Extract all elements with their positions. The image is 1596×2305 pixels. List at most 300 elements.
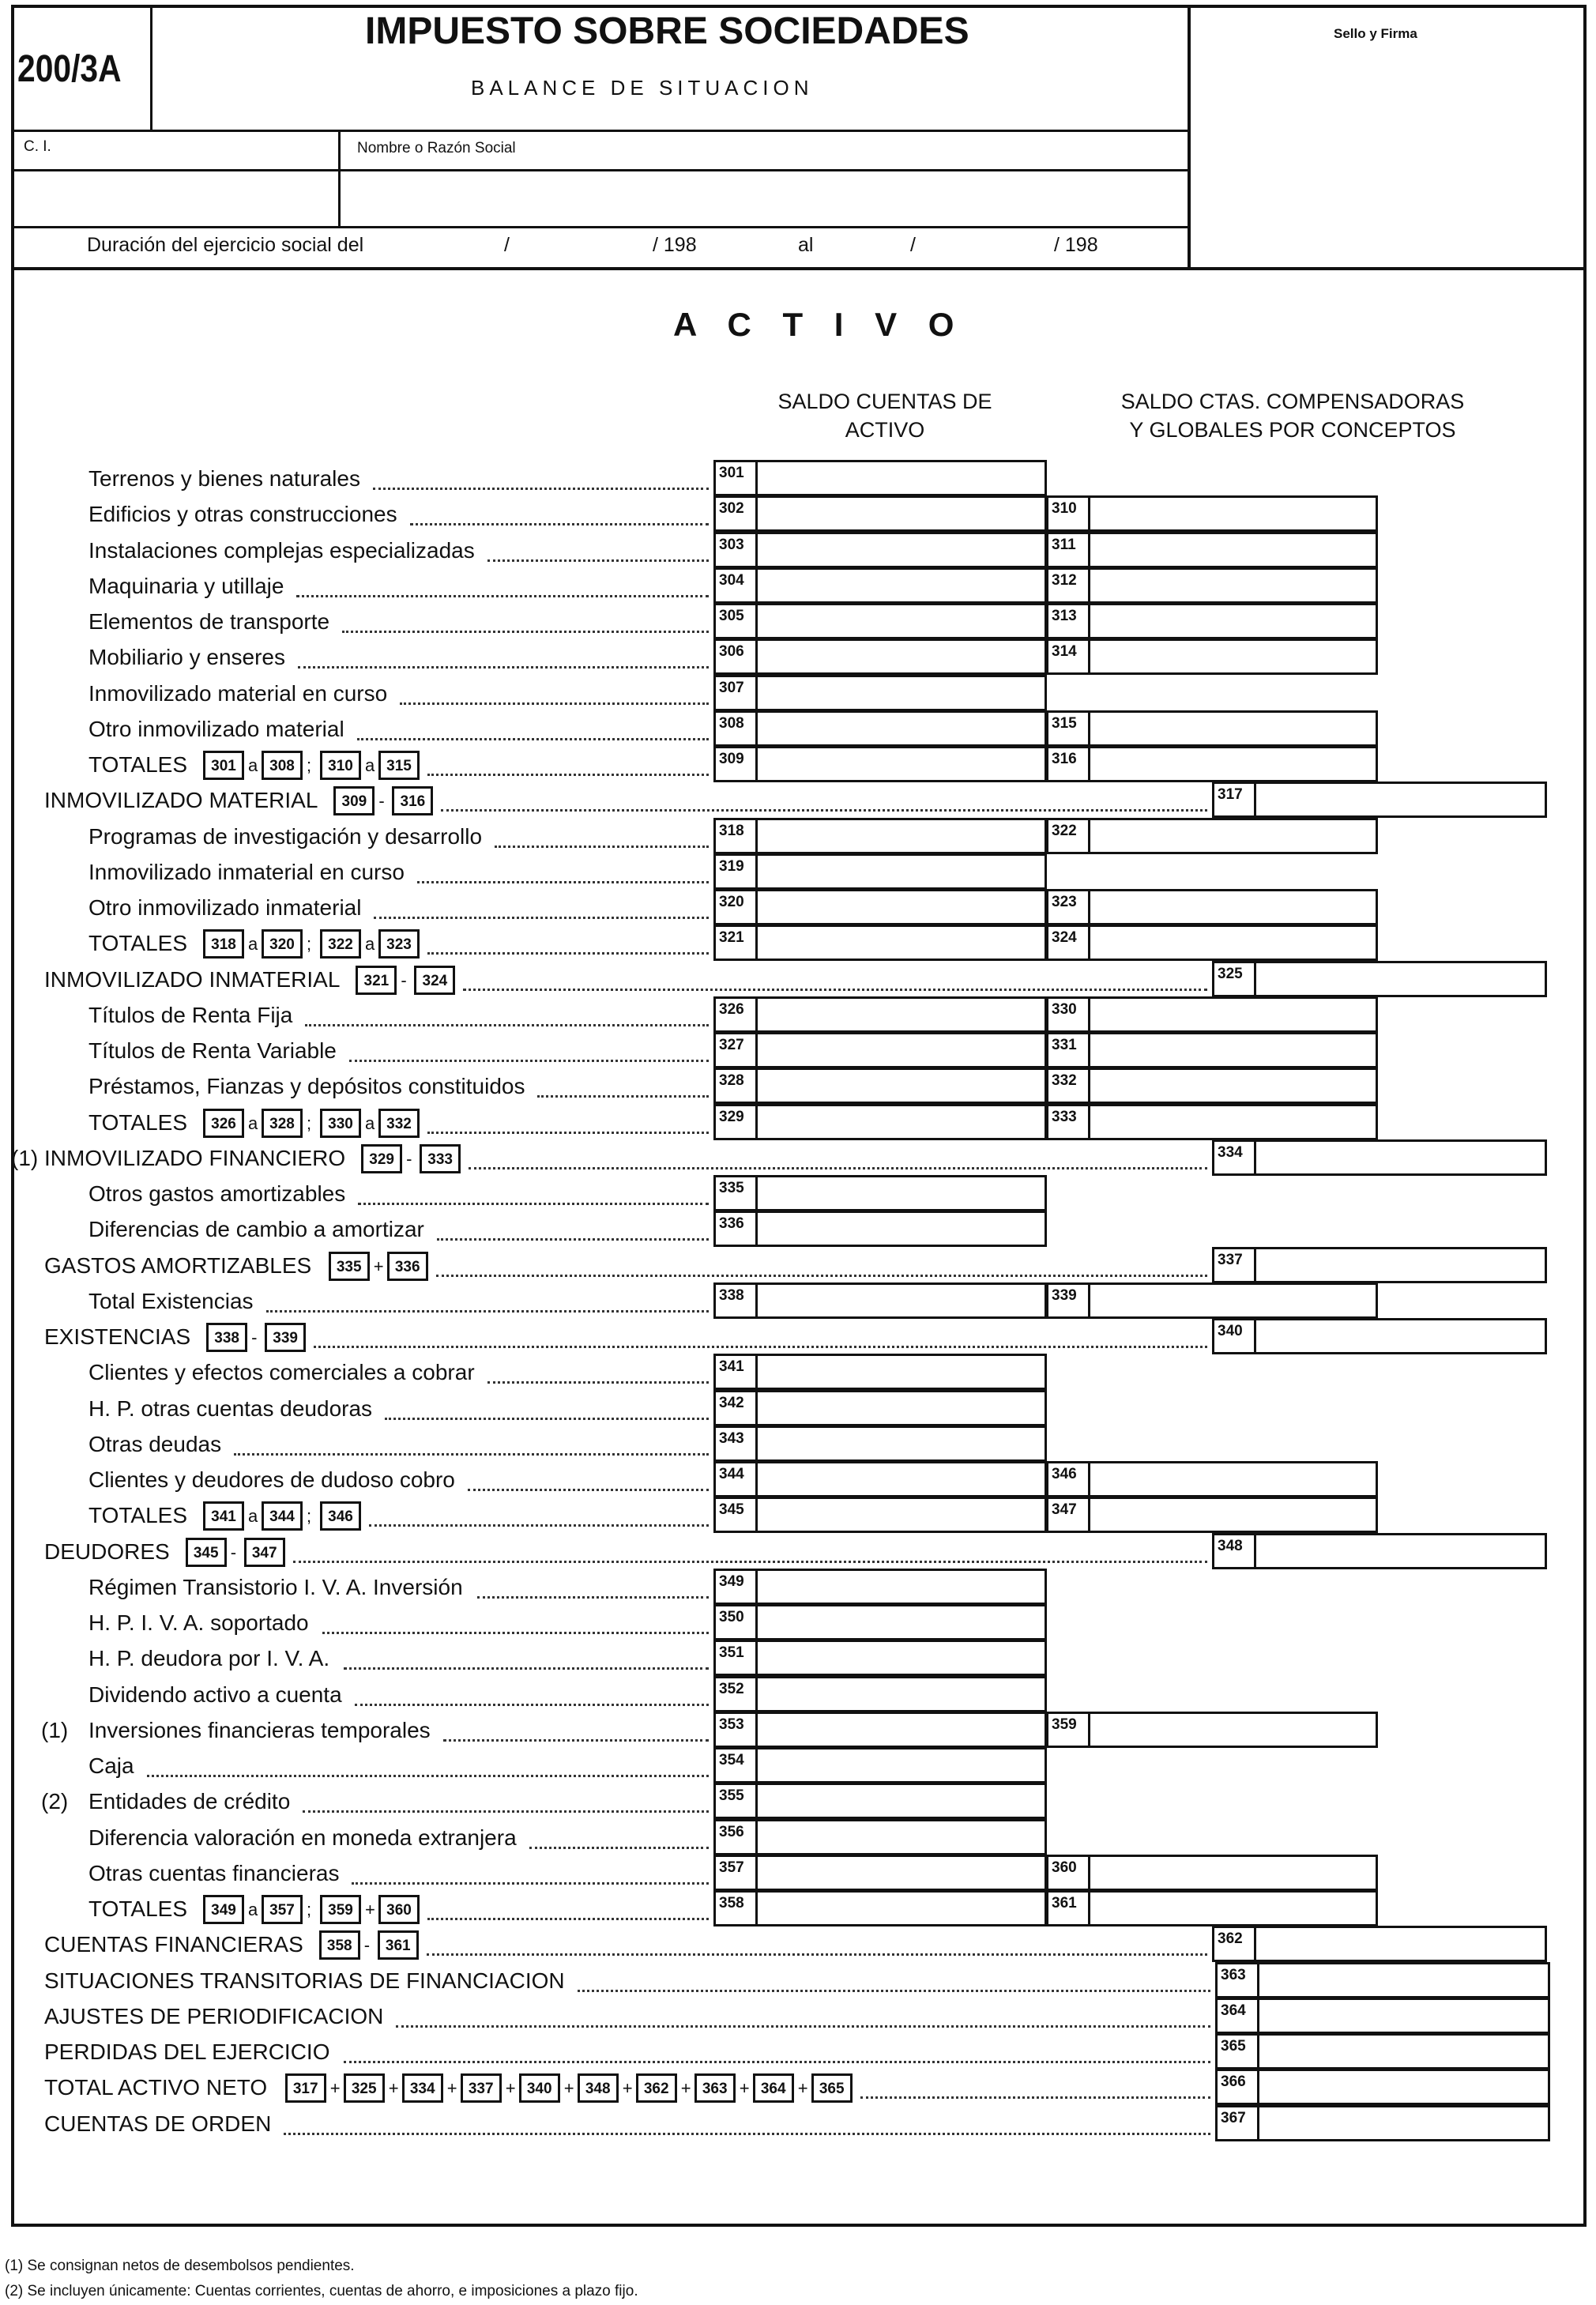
leader-dots bbox=[529, 1847, 709, 1849]
row-label: TOTALES bbox=[88, 752, 188, 777]
reference-operator: + bbox=[505, 2078, 516, 2098]
row-label: Diferencia valoración en moneda extranjera bbox=[88, 1825, 517, 1850]
row-label: INMOVILIZADO FINANCIERO bbox=[44, 1146, 346, 1170]
code-304: 304 bbox=[713, 567, 758, 604]
amount-field-333[interactable] bbox=[1088, 1104, 1378, 1140]
reference-box: 316 bbox=[392, 786, 433, 815]
name-field[interactable] bbox=[341, 171, 1188, 226]
reference-operator: + bbox=[563, 2078, 574, 2098]
code-355: 355 bbox=[713, 1783, 758, 1819]
row-label: CUENTAS FINANCIERAS bbox=[44, 1932, 303, 1957]
leader-dots bbox=[266, 1310, 709, 1313]
amount-field-331[interactable] bbox=[1088, 1032, 1378, 1068]
amount-field-323[interactable] bbox=[1088, 889, 1378, 925]
row-label: SITUACIONES TRANSITORIAS DE FINANCIACION bbox=[44, 1968, 565, 1993]
reference-operator: + bbox=[373, 1256, 384, 1276]
amount-field-365[interactable] bbox=[1257, 2033, 1550, 2070]
code-323: 323 bbox=[1046, 889, 1090, 925]
reference-operator: ; bbox=[307, 1113, 312, 1133]
code-357: 357 bbox=[713, 1855, 758, 1891]
reference-operator: + bbox=[680, 2078, 691, 2098]
leader-dots bbox=[477, 1596, 709, 1599]
amount-field-328[interactable] bbox=[755, 1068, 1047, 1104]
reference-box: 330 bbox=[320, 1109, 361, 1138]
code-332: 332 bbox=[1046, 1068, 1090, 1104]
amount-field-366[interactable] bbox=[1257, 2069, 1550, 2105]
leader-dots bbox=[427, 952, 709, 955]
leader-dots bbox=[147, 1775, 709, 1777]
row-label: INMOVILIZADO MATERIAL bbox=[44, 788, 318, 812]
amount-field-334[interactable] bbox=[1254, 1139, 1547, 1176]
amount-field-329[interactable] bbox=[755, 1104, 1047, 1140]
row-label: Instalaciones complejas especializadas bbox=[88, 538, 475, 563]
row-label: CUENTAS DE ORDEN bbox=[44, 2111, 272, 2136]
code-339: 339 bbox=[1046, 1282, 1090, 1319]
amount-field-307[interactable] bbox=[755, 675, 1047, 711]
reference-operator: ; bbox=[307, 934, 312, 954]
row-label: H. P. deudora por I. V. A. bbox=[88, 1646, 330, 1670]
code-322: 322 bbox=[1046, 818, 1090, 854]
reference-box: 315 bbox=[378, 751, 420, 780]
col-header-right-line-2: Y GLOBALES POR CONCEPTOS bbox=[1129, 418, 1456, 442]
amount-field-326[interactable] bbox=[755, 996, 1047, 1033]
amount-field-353[interactable] bbox=[755, 1712, 1047, 1748]
amount-field-360[interactable] bbox=[1088, 1855, 1378, 1891]
leader-dots bbox=[860, 2096, 1210, 2099]
code-361: 361 bbox=[1046, 1890, 1090, 1926]
reference-operator: a bbox=[248, 934, 258, 954]
row-label: GASTOS AMORTIZABLES bbox=[44, 1253, 312, 1278]
leader-dots bbox=[296, 595, 709, 597]
code-307: 307 bbox=[713, 675, 758, 711]
code-309: 309 bbox=[713, 746, 758, 782]
amount-field-338[interactable] bbox=[755, 1282, 1047, 1319]
code-312: 312 bbox=[1046, 567, 1090, 604]
amount-field-340[interactable] bbox=[1254, 1318, 1547, 1354]
leader-dots bbox=[437, 1238, 709, 1241]
reference-operator: - bbox=[406, 1149, 412, 1169]
col-header-right-line-1: SALDO CTAS. COMPENSADORAS bbox=[1120, 390, 1465, 413]
code-364: 364 bbox=[1215, 1998, 1259, 2034]
amount-field-359[interactable] bbox=[1088, 1712, 1378, 1748]
reference-operator: - bbox=[363, 1935, 371, 1955]
footnote-marker: (1) bbox=[11, 1146, 39, 1170]
reference-operator: - bbox=[401, 970, 407, 990]
amount-field-325[interactable] bbox=[1254, 961, 1547, 997]
amount-field-358[interactable] bbox=[755, 1890, 1047, 1926]
col-header-left-line-2: ACTIVO bbox=[845, 418, 925, 442]
leader-dots bbox=[369, 1524, 709, 1527]
leader-dots bbox=[373, 488, 709, 490]
amount-field-306[interactable] bbox=[755, 638, 1047, 675]
row-label: INMOVILIZADO INMATERIAL bbox=[44, 967, 341, 992]
reference-box: 345 bbox=[186, 1538, 227, 1567]
amount-field-357[interactable] bbox=[755, 1855, 1047, 1891]
code-356: 356 bbox=[713, 1819, 758, 1855]
date-year-2: / 198 bbox=[1054, 234, 1098, 256]
code-328: 328 bbox=[713, 1068, 758, 1104]
amount-field-321[interactable] bbox=[755, 925, 1047, 961]
reference-box: 310 bbox=[320, 751, 361, 780]
amount-field-314[interactable] bbox=[1088, 638, 1378, 675]
amount-field-345[interactable] bbox=[755, 1497, 1047, 1533]
leader-dots bbox=[443, 1739, 709, 1742]
leader-dots bbox=[436, 1275, 1207, 1277]
amount-field-310[interactable] bbox=[1088, 495, 1378, 532]
code-314: 314 bbox=[1046, 638, 1090, 675]
row-label: Títulos de Renta Fija bbox=[88, 1003, 293, 1027]
code-336: 336 bbox=[713, 1211, 758, 1247]
date-slash-1: / bbox=[504, 234, 510, 256]
row-label: Clientes y efectos comerciales a cobrar bbox=[88, 1360, 475, 1384]
leader-dots bbox=[298, 666, 709, 669]
row-label: Régimen Transistorio I. V. A. Inversión bbox=[88, 1575, 463, 1599]
footnote-2: (2) Se incluyen únicamente: Cuentas corrientes, cuentas de ahorro, e imposiciones a plazo fijo. bbox=[5, 2283, 638, 2299]
leader-dots bbox=[234, 1453, 709, 1456]
amount-field-355[interactable] bbox=[755, 1783, 1047, 1819]
row-label: PERDIDAS DEL EJERCICIO bbox=[44, 2039, 330, 2064]
reference-box: 318 bbox=[203, 929, 244, 959]
amount-field-309[interactable] bbox=[755, 746, 1047, 782]
code-354: 354 bbox=[713, 1747, 758, 1783]
code-338: 338 bbox=[713, 1282, 758, 1319]
amount-field-322[interactable] bbox=[1088, 818, 1378, 854]
leader-dots bbox=[349, 1060, 709, 1062]
code-350: 350 bbox=[713, 1604, 758, 1640]
reference-operator: + bbox=[446, 2078, 457, 2098]
reference-box: 359 bbox=[320, 1895, 361, 1924]
row-label: Dividendo activo a cuenta bbox=[88, 1682, 342, 1707]
code-337: 337 bbox=[1212, 1247, 1256, 1283]
leader-dots bbox=[537, 1095, 709, 1098]
date-slash-2: / bbox=[910, 234, 916, 256]
amount-field-303[interactable] bbox=[755, 532, 1047, 568]
code-305: 305 bbox=[713, 603, 758, 639]
reference-box: 321 bbox=[356, 966, 397, 995]
leader-dots bbox=[578, 1990, 1210, 1992]
reference-box: 332 bbox=[378, 1109, 420, 1138]
amount-field-339[interactable] bbox=[1088, 1282, 1378, 1319]
amount-field-347[interactable] bbox=[1088, 1497, 1378, 1533]
row-label: Terrenos y bienes naturales bbox=[88, 466, 360, 491]
code-326: 326 bbox=[713, 996, 758, 1033]
col-header-right bbox=[1071, 387, 1514, 444]
amount-field-337[interactable] bbox=[1254, 1247, 1547, 1283]
footnote-marker: (1) bbox=[41, 1718, 69, 1742]
reference-operator: - bbox=[230, 1542, 237, 1562]
code-343: 343 bbox=[713, 1426, 758, 1462]
leader-dots bbox=[305, 1024, 709, 1026]
amount-field-352[interactable] bbox=[755, 1676, 1047, 1712]
amount-field-315[interactable] bbox=[1088, 710, 1378, 747]
reference-operator: ; bbox=[307, 1506, 312, 1526]
code-340: 340 bbox=[1212, 1318, 1256, 1354]
amount-field-308[interactable] bbox=[755, 710, 1047, 747]
row-label: Inmovilizado inmaterial en curso bbox=[88, 860, 405, 884]
leader-dots bbox=[385, 1418, 709, 1420]
amount-field-330[interactable] bbox=[1088, 996, 1378, 1033]
reference-box: 317 bbox=[285, 2073, 326, 2103]
row-label: Títulos de Renta Variable bbox=[88, 1038, 337, 1063]
ci-label: C. I. bbox=[24, 138, 51, 155]
reference-operator: ; bbox=[307, 1900, 312, 1919]
reference-operator: ; bbox=[307, 755, 312, 775]
reference-operator: a bbox=[248, 1900, 258, 1919]
row-label: TOTAL ACTIVO NETO bbox=[44, 2075, 268, 2100]
reference-box: 333 bbox=[420, 1144, 461, 1173]
amount-field-346[interactable] bbox=[1088, 1461, 1378, 1497]
row-label: Caja bbox=[88, 1753, 134, 1778]
reference-box: 338 bbox=[206, 1323, 247, 1352]
row-label: Otro inmovilizado inmaterial bbox=[88, 895, 362, 920]
reference-operator: a bbox=[365, 1113, 375, 1133]
reference-box: 329 bbox=[361, 1144, 402, 1173]
reference-box: 365 bbox=[811, 2073, 853, 2103]
code-345: 345 bbox=[713, 1497, 758, 1533]
code-327: 327 bbox=[713, 1032, 758, 1068]
row-label: Elementos de transporte bbox=[88, 609, 330, 634]
code-301: 301 bbox=[713, 460, 758, 496]
footnote-marker: (2) bbox=[41, 1789, 69, 1813]
code-341: 341 bbox=[713, 1354, 758, 1390]
code-313: 313 bbox=[1046, 603, 1090, 639]
row-label: EXISTENCIAS bbox=[44, 1324, 191, 1349]
reference-box: 344 bbox=[262, 1501, 303, 1531]
code-342: 342 bbox=[713, 1390, 758, 1426]
leader-dots bbox=[396, 2025, 1210, 2028]
leader-dots bbox=[427, 1918, 709, 1920]
reference-box: 325 bbox=[344, 2073, 385, 2103]
amount-field-311[interactable] bbox=[1088, 532, 1378, 568]
code-310: 310 bbox=[1046, 495, 1090, 532]
amount-field-351[interactable] bbox=[755, 1640, 1047, 1676]
leader-dots bbox=[284, 2133, 1210, 2135]
date-year-1: / 198 bbox=[653, 234, 697, 256]
row-label: Programas de investigación y desarrollo bbox=[88, 824, 483, 849]
amount-field-332[interactable] bbox=[1088, 1068, 1378, 1104]
code-320: 320 bbox=[713, 889, 758, 925]
reference-box: 336 bbox=[387, 1252, 428, 1281]
code-324: 324 bbox=[1046, 925, 1090, 961]
row-label: Maquinaria y utillaje bbox=[88, 574, 284, 598]
leader-dots bbox=[463, 989, 1207, 991]
row-label: Otras cuentas financieras bbox=[88, 1861, 340, 1885]
leader-dots bbox=[355, 1704, 709, 1706]
code-362: 362 bbox=[1212, 1926, 1256, 1962]
code-348: 348 bbox=[1212, 1533, 1256, 1569]
row-label: Préstamos, Fianzas y depósitos constituidos bbox=[88, 1074, 525, 1098]
footnote-1: (1) Se consignan netos de desembolsos pendientes. bbox=[5, 2258, 355, 2274]
form-title: IMPUESTO SOBRE SOCIEDADES bbox=[365, 10, 969, 52]
code-335: 335 bbox=[713, 1175, 758, 1211]
reference-box: 320 bbox=[262, 929, 303, 959]
leader-dots bbox=[293, 1561, 1207, 1563]
amount-field-313[interactable] bbox=[1088, 603, 1378, 639]
leader-dots bbox=[495, 846, 709, 848]
code-367: 367 bbox=[1215, 2105, 1259, 2141]
section-title: A C T I V O bbox=[673, 306, 966, 343]
reference-operator: a bbox=[365, 755, 375, 775]
leader-dots bbox=[441, 809, 1207, 812]
form-subtitle: BALANCE DE SITUACION bbox=[471, 76, 814, 100]
amount-field-320[interactable] bbox=[755, 889, 1047, 925]
reference-box: 324 bbox=[414, 966, 455, 995]
leader-dots bbox=[487, 559, 709, 562]
amount-field-336[interactable] bbox=[755, 1211, 1047, 1247]
amount-field-343[interactable] bbox=[755, 1426, 1047, 1462]
amount-field-341[interactable] bbox=[755, 1354, 1047, 1390]
code-363: 363 bbox=[1215, 1962, 1259, 1998]
amount-field-317[interactable] bbox=[1254, 782, 1547, 818]
leader-dots bbox=[352, 1882, 709, 1885]
code-333: 333 bbox=[1046, 1104, 1090, 1140]
amount-field-367[interactable] bbox=[1257, 2105, 1550, 2141]
row-label: TOTALES bbox=[88, 1896, 188, 1921]
reference-box: 301 bbox=[203, 751, 244, 780]
row-label: Otras deudas bbox=[88, 1432, 222, 1456]
code-330: 330 bbox=[1046, 996, 1090, 1033]
row-label: Entidades de crédito bbox=[88, 1789, 291, 1813]
code-325: 325 bbox=[1212, 961, 1256, 997]
amount-field-342[interactable] bbox=[755, 1390, 1047, 1426]
name-label: Nombre o Razón Social bbox=[357, 140, 516, 156]
amount-field-349[interactable] bbox=[755, 1569, 1047, 1605]
amount-field-327[interactable] bbox=[755, 1032, 1047, 1068]
reference-box: 337 bbox=[461, 2073, 502, 2103]
row-label: Diferencias de cambio a amortizar bbox=[88, 1217, 424, 1241]
row-label: H. P. otras cuentas deudoras bbox=[88, 1396, 373, 1421]
reference-box: 358 bbox=[319, 1930, 360, 1960]
row-label: H. P. I. V. A. soportado bbox=[88, 1610, 309, 1635]
reference-box: 349 bbox=[203, 1895, 244, 1924]
reference-box: 328 bbox=[262, 1109, 303, 1138]
row-label: TOTALES bbox=[88, 931, 188, 955]
amount-field-335[interactable] bbox=[755, 1175, 1047, 1211]
leader-dots bbox=[358, 1203, 709, 1205]
leader-dots bbox=[344, 1667, 709, 1670]
reference-box: 326 bbox=[203, 1109, 244, 1138]
amount-field-348[interactable] bbox=[1254, 1533, 1547, 1569]
amount-field-316[interactable] bbox=[1088, 746, 1378, 782]
leader-dots bbox=[417, 881, 709, 883]
leader-dots bbox=[469, 1167, 1207, 1169]
amount-field-354[interactable] bbox=[755, 1747, 1047, 1783]
reference-operator: + bbox=[365, 1900, 375, 1919]
amount-field-350[interactable] bbox=[755, 1604, 1047, 1640]
leader-dots bbox=[468, 1489, 709, 1491]
reference-box: 308 bbox=[262, 751, 303, 780]
reference-operator: a bbox=[248, 755, 258, 775]
amount-field-362[interactable] bbox=[1254, 1926, 1547, 1962]
code-344: 344 bbox=[713, 1461, 758, 1497]
row-label: Edificios y otras construcciones bbox=[88, 502, 397, 526]
amount-field-301[interactable] bbox=[755, 460, 1047, 496]
code-359: 359 bbox=[1046, 1712, 1090, 1748]
reference-box: 361 bbox=[378, 1930, 419, 1960]
stamp-area[interactable] bbox=[1191, 55, 1583, 266]
amount-field-344[interactable] bbox=[755, 1461, 1047, 1497]
leader-dots bbox=[357, 738, 709, 740]
leader-dots bbox=[303, 1810, 709, 1813]
reference-box: 364 bbox=[753, 2073, 794, 2103]
amount-field-302[interactable] bbox=[755, 495, 1047, 532]
stamp-label: Sello y Firma bbox=[1334, 26, 1417, 41]
code-329: 329 bbox=[713, 1104, 758, 1140]
row-label: Inmovilizado material en curso bbox=[88, 681, 388, 706]
amount-field-305[interactable] bbox=[755, 603, 1047, 639]
reference-operator: + bbox=[622, 2078, 633, 2098]
row-label: Otros gastos amortizables bbox=[88, 1181, 346, 1206]
leader-dots bbox=[427, 1953, 1207, 1956]
reference-operator: a bbox=[248, 1506, 258, 1526]
code-317: 317 bbox=[1212, 782, 1256, 818]
reference-operator: - bbox=[251, 1328, 258, 1347]
amount-field-319[interactable] bbox=[755, 853, 1047, 890]
reference-box: 348 bbox=[578, 2073, 619, 2103]
amount-field-364[interactable] bbox=[1257, 1998, 1550, 2034]
code-358: 358 bbox=[713, 1890, 758, 1926]
code-303: 303 bbox=[713, 532, 758, 568]
reference-box: 309 bbox=[333, 786, 375, 815]
code-346: 346 bbox=[1046, 1461, 1090, 1497]
reference-box: 335 bbox=[329, 1252, 370, 1281]
leader-dots bbox=[342, 631, 709, 633]
code-366: 366 bbox=[1215, 2069, 1259, 2105]
code-318: 318 bbox=[713, 818, 758, 854]
col-header-left bbox=[719, 387, 1051, 444]
amount-field-324[interactable] bbox=[1088, 925, 1378, 961]
leader-dots bbox=[427, 1132, 709, 1134]
ci-field[interactable] bbox=[14, 171, 338, 226]
leader-dots bbox=[344, 2061, 1210, 2063]
reference-box: 363 bbox=[694, 2073, 736, 2103]
reference-operator: + bbox=[388, 2078, 399, 2098]
amount-field-318[interactable] bbox=[755, 818, 1047, 854]
code-351: 351 bbox=[713, 1640, 758, 1676]
amount-field-363[interactable] bbox=[1257, 1962, 1550, 1998]
code-316: 316 bbox=[1046, 746, 1090, 782]
code-308: 308 bbox=[713, 710, 758, 747]
amount-field-356[interactable] bbox=[755, 1819, 1047, 1855]
row-label: Clientes y deudores de dudoso cobro bbox=[88, 1467, 455, 1492]
amount-field-361[interactable] bbox=[1088, 1890, 1378, 1926]
reference-box: 322 bbox=[320, 929, 361, 959]
reference-box: 323 bbox=[378, 929, 420, 959]
reference-operator: + bbox=[797, 2078, 808, 2098]
reference-operator: a bbox=[248, 1113, 258, 1133]
code-315: 315 bbox=[1046, 710, 1090, 747]
reference-box: 347 bbox=[244, 1538, 285, 1567]
code-360: 360 bbox=[1046, 1855, 1090, 1891]
code-349: 349 bbox=[713, 1569, 758, 1605]
reference-box: 339 bbox=[265, 1323, 306, 1352]
date-al: al bbox=[798, 234, 814, 256]
code-319: 319 bbox=[713, 853, 758, 890]
amount-field-304[interactable] bbox=[755, 567, 1047, 604]
duration-label: Duración del ejercicio social del bbox=[87, 234, 364, 256]
code-353: 353 bbox=[713, 1712, 758, 1748]
code-306: 306 bbox=[713, 638, 758, 675]
code-347: 347 bbox=[1046, 1497, 1090, 1533]
leader-dots bbox=[427, 774, 709, 776]
leader-dots bbox=[322, 1632, 709, 1634]
reference-box: 360 bbox=[378, 1895, 420, 1924]
amount-field-312[interactable] bbox=[1088, 567, 1378, 604]
row-label: DEUDORES bbox=[44, 1539, 170, 1564]
code-334: 334 bbox=[1212, 1139, 1256, 1176]
row-label: Inversiones financieras temporales bbox=[88, 1718, 431, 1742]
reference-operator: - bbox=[378, 791, 385, 811]
